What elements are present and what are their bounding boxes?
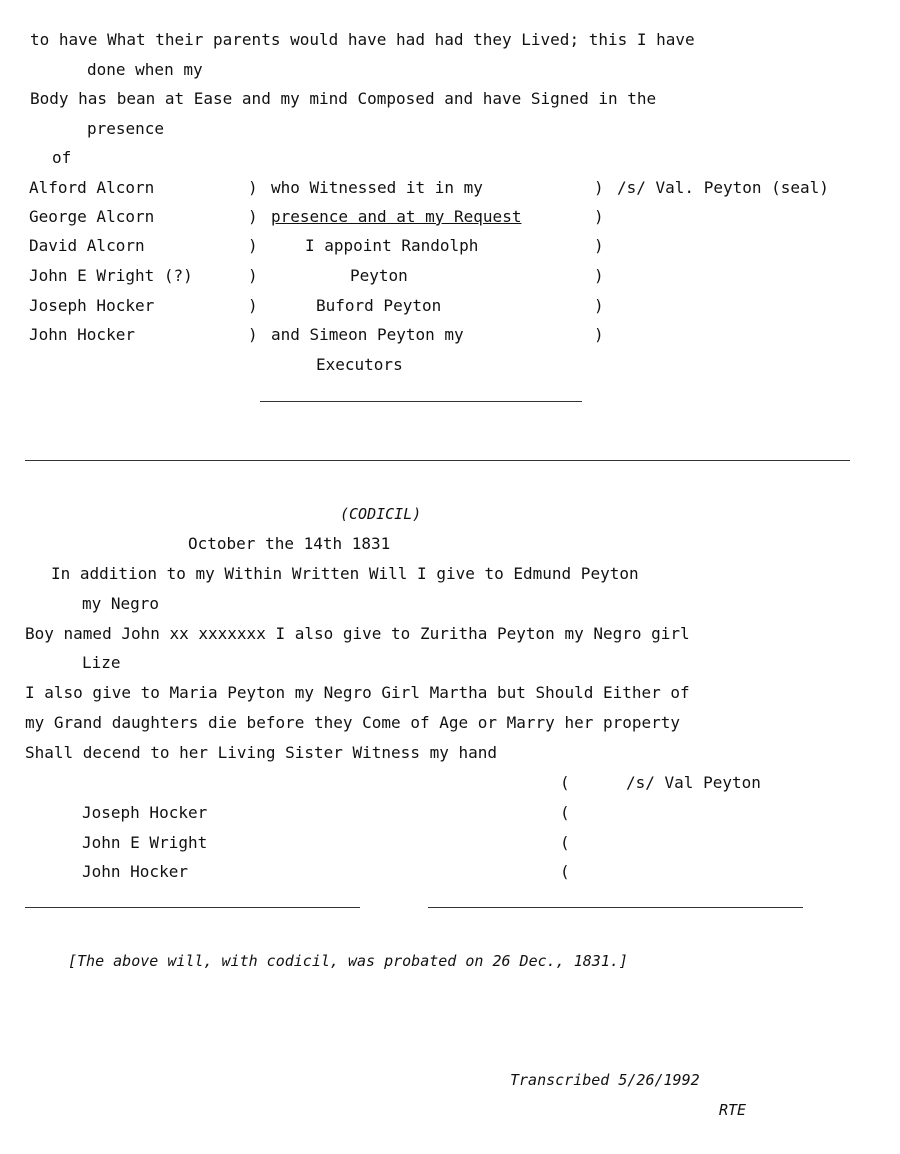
paren: ) — [248, 296, 258, 315]
short-rule — [260, 401, 582, 402]
witness-name: George Alcorn — [29, 207, 155, 226]
codicil-line: my Grand daughters die before they Come of Age or Marry her property — [25, 713, 681, 732]
codicil-date: October the 14th 1831 — [188, 534, 391, 553]
paren: ( — [560, 773, 570, 792]
codicil-signature: /s/ Val Peyton — [626, 773, 761, 792]
paren: ( — [560, 833, 570, 852]
paren: ) — [594, 207, 604, 226]
witness-middle-text: I appoint Randolph — [305, 236, 479, 255]
codicil-line: Lize — [82, 653, 121, 672]
codicil-witness: John Hocker — [82, 862, 188, 881]
witness-middle-text: Buford Peyton — [316, 296, 442, 315]
will-line-1: to have What their parents would have had had they Lived; this I have — [30, 30, 695, 49]
witness-name: Joseph Hocker — [29, 296, 155, 315]
short-rule — [428, 907, 803, 908]
codicil-line: Boy named John xx xxxxxxx I also give to Zuritha Peyton my Negro girl — [25, 624, 690, 643]
witness-name: David Alcorn — [29, 236, 145, 255]
transcriber-initials: RTE — [719, 1101, 747, 1119]
paren: ( — [560, 862, 570, 881]
codicil-witness: John E Wright — [82, 833, 208, 852]
paren: ) — [594, 236, 604, 255]
section-divider — [25, 460, 850, 461]
codicil-line: In addition to my Within Written Will I give to Edmund Peyton — [51, 564, 639, 583]
paren: ) — [594, 266, 604, 285]
witness-name: John E Wright (?) — [29, 266, 193, 285]
paren: ) — [248, 266, 258, 285]
codicil-line: Shall decend to her Living Sister Witness my hand — [25, 743, 498, 762]
codicil-line: my Negro — [82, 594, 160, 613]
paren: ) — [248, 207, 258, 226]
witness-middle-text: and Simeon Peyton my — [271, 325, 464, 344]
codicil-witness: Joseph Hocker — [82, 803, 208, 822]
codicil-heading: (CODICIL) — [340, 505, 422, 523]
witness-name: John Hocker — [29, 325, 135, 344]
paren: ) — [248, 325, 258, 344]
paren: ) — [248, 178, 258, 197]
will-line-2: done when my — [87, 60, 203, 79]
paren: ) — [248, 236, 258, 255]
short-rule — [25, 907, 360, 908]
will-line-5: of — [52, 148, 72, 167]
witness-name: Alford Alcorn — [29, 178, 155, 197]
will-line-3: Body has bean at Ease and my mind Composed and have Signed in the — [30, 89, 657, 108]
probate-note: [The above will, with codicil, was probated on 26 Dec., 1831.] — [68, 952, 628, 970]
paren: ( — [560, 803, 570, 822]
paren: ) — [594, 178, 604, 197]
witness-middle-text: Executors — [316, 355, 403, 374]
paren: ) — [594, 296, 604, 315]
will-signature: /s/ Val. Peyton (seal) — [617, 178, 829, 197]
witness-middle-text: presence and at my Request — [271, 207, 522, 226]
witness-middle-text: Peyton — [350, 266, 408, 285]
will-line-4: presence — [87, 119, 165, 138]
transcribed-date: Transcribed 5/26/1992 — [510, 1071, 700, 1089]
paren: ) — [594, 325, 604, 344]
witness-middle-text: who Witnessed it in my — [271, 178, 483, 197]
codicil-line: I also give to Maria Peyton my Negro Girl Martha but Should Either of — [25, 683, 690, 702]
